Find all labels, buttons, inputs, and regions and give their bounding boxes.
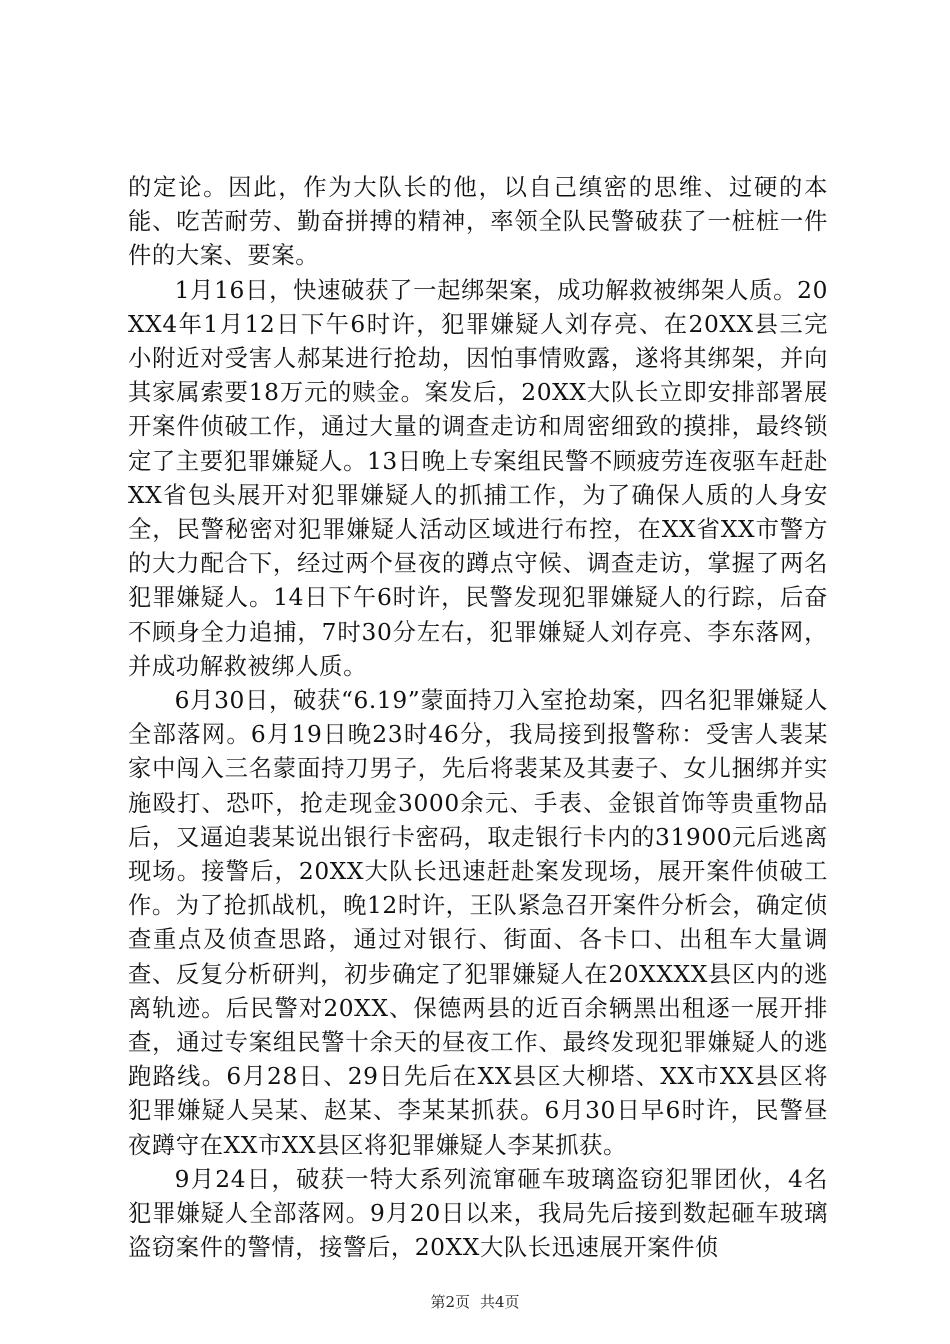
- page-number: 第2页: [430, 1293, 470, 1311]
- document-body: [128, 171, 828, 1266]
- paragraph-theft-case: 9月24日，破获一特大系列流窜砸车玻璃盗窃犯罪团伙，4名犯罪嫌疑人全部落网。9月20日以来，我局先后接到数起砸车玻璃盗窃案件的警情，接警后，20XX大队长迅速展开案件侦: [128, 1165, 828, 1262]
- paragraph-kidnapping-case: 1月16日，快速破获了一起绑架案，成功解救被绑架人质。20XX4年1月12日下午6时许，犯罪嫌疑人刘存亮、在20XX县三完小附近对受害人郝某进行抢劫，因怕事情败露，遂将其绑架，并向其家属索要18万元的赎金。案发后，20XX大队长立即安排部署展开案件侦破工作，通过大量的调查走访和周密细致的摸排，最终锁定了主要犯罪嫌疑人。13日晚上专案组民警不顾疲劳连夜驱车赶赴XX省包头展开对犯罪嫌疑人的抓捕工作，为了确保人质的人身安全，民警秘密对犯罪嫌疑人活动区域进行布控，在XX省XX市警方的大力配合下，经过两个昼夜的蹲点守候、调查走访，掌握了两名犯罪嫌疑人。14日下午6时许，民警发现犯罪嫌疑人的行踪，后奋不顾身全力追捕，7时30分左右，犯罪嫌疑人刘存亮、李东落网，并成功解救被绑人质。: [128, 276, 828, 680]
- page-footer: [0, 1292, 950, 1312]
- paragraph-robbery-case: 6月30日，破获“6.19”蒙面持刀入室抢劫案，四名犯罪嫌疑人全部落网。6月19日晚23时46分，我局接到报警称：受害人裴某家中闯入三名蒙面持刀男子，先后将裴某及其妻子、女儿捆绑并实施殴打、恐吓，抢走现金3000余元、手表、金银首饰等贵重物品后，又逼迫裴某说出银行卡密码，取走银行卡内的31900元后逃离现场。接警后，20XX大队长迅速赶赴案发现场，展开案件侦破工作。为了抢抓战机，晚12时许，王队紧急召开案件分析会，确定侦查重点及侦查思路，通过对银行、街面、各卡口、出租车大量调查、反复分析研判，初步确定了犯罪嫌疑人在20XXXX县区内的逃离轨迹。后民警对20XX、保德两县的近百余辆黑出租逐一展开排查，通过专案组民警十余天的昼夜工作、最终发现犯罪嫌疑人的逃跑路线。6月28日、29日先后在XX县区大柳塔、XX市XX县区将犯罪嫌疑人吴某、赵某、李某某抓获。6月30日早6时许，民警昼夜蹲守在XX市XX县区将犯罪嫌疑人李某抓获。: [128, 687, 828, 1159]
- paragraph-continuation: 的定论。因此，作为大队长的他，以自己缜密的思维、过硬的本能、吃苦耐劳、勤奋拼搏的精神，率领全队民警破获了一桩桩一件件的大案、要案。: [128, 174, 828, 270]
- page-total: 共4页: [480, 1293, 520, 1311]
